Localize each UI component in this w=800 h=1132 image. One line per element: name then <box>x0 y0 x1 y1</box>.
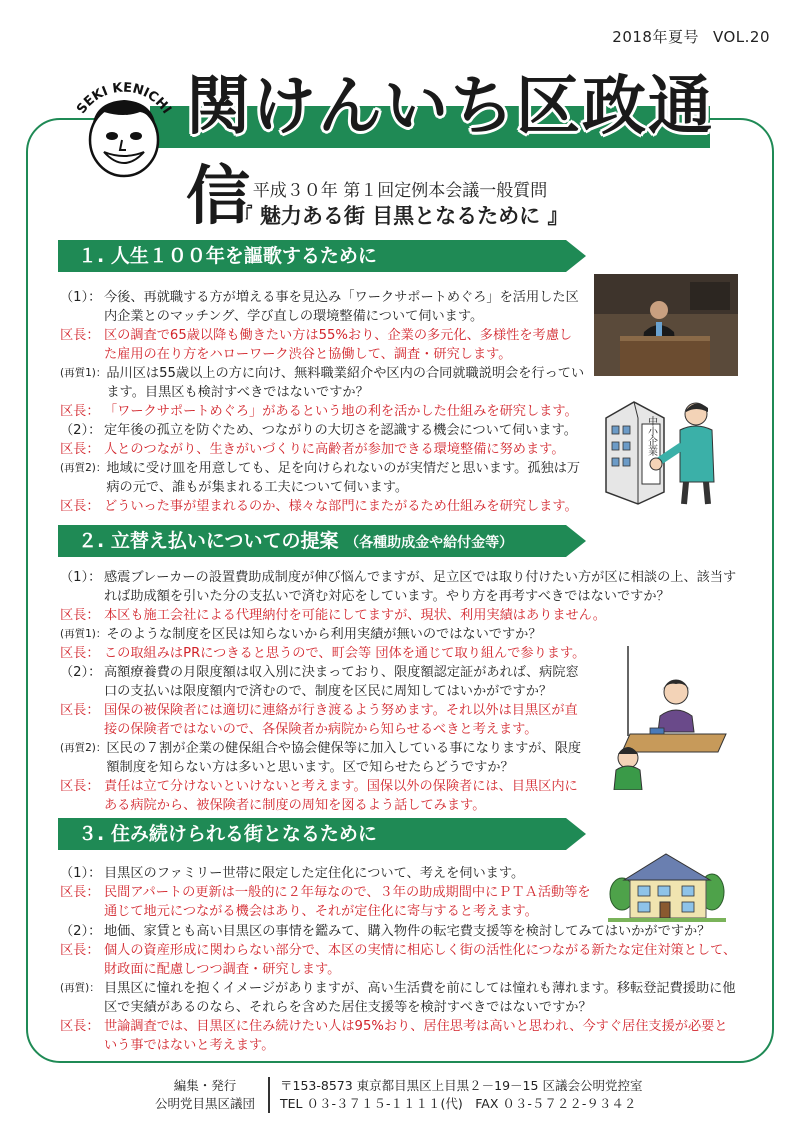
qa-text: 目黒区のファミリー世帯に限定した定住化について、考えを伺います。 <box>104 866 525 881</box>
qa-question <box>60 739 590 777</box>
qa-tag: 区長： <box>60 404 100 419</box>
qa-answer <box>60 1017 740 1055</box>
qa-text: 個人の資産形成に関わらない部分で、本区の実情に相応しく街の活性化につながる新たな定住対策として、財政面に配慮しつつ調査・研究します。 <box>104 943 737 977</box>
qa-text: 民間アパートの更新は一般的に２年毎なので、３年の助成期間中にＰＴＡ活動等を通じて地元につながる機会はあり、それが定住化に寄与すると考えます。 <box>104 885 591 919</box>
qa-tag: (再質1)： <box>60 367 107 379</box>
footer-divider <box>268 1077 270 1113</box>
subtitle-session: 平成３０年 第１回定例本会議一般質問 <box>252 181 548 201</box>
qa-question <box>60 364 585 402</box>
qa-answer <box>60 402 600 421</box>
qa-tag: （2）： <box>60 423 102 438</box>
qa-text: 区の調査で65歳以降も働きたい方は55%おり、企業の多元化、多様性を考慮した雇用の在り方をハローワーク渋谷と協働して、調査・研究します。 <box>104 328 573 362</box>
house-illustration <box>608 848 726 922</box>
qa-answer <box>60 606 740 625</box>
qa-tag: (再質)： <box>60 982 100 994</box>
hospital-counter-illustration <box>598 640 738 790</box>
qa-question <box>60 568 740 606</box>
qa-text: 国保の被保険者には適切に連絡が行き渡るよう努めます。それ以外は目黒区が直接の保険者ではないので、各保険者か病院から知らせるべきと考えます。 <box>104 703 578 737</box>
qa-question <box>60 421 585 440</box>
qa-text: 地価、家賃とも高い目黒区の事情を鑑みて、購入物件の転宅費支援等を検討してみてはいかがですか？ <box>104 924 711 939</box>
qa-text: 地域に受け皿を用意しても、足を向けられないのが実情だと思います。孤独は万病の元で、誰もが集まれる工夫について伺います。 <box>106 461 581 495</box>
subtitle-theme: 『 魅力ある街 目黒となるために 』 <box>231 204 569 228</box>
section-1-title: １. 人生１００年を謳歌するために <box>78 245 377 267</box>
qa-text: 品川区は55歳以上の方に向け、無料職業紹介や区内の合同就職説明会を行っています。目黒区も検討すべきではないですか？ <box>106 366 585 400</box>
footer-label-group: 公明党目黒区議団 <box>154 1096 255 1111</box>
section-3-title: ３. 住み続けられる街となるために <box>78 823 377 845</box>
qa-tag: （2）： <box>60 665 102 680</box>
section-1-heading <box>58 240 566 272</box>
qa-text: 責任は立て分けないといけないと考えます。国保以外の保険者には、目黒区内にある病院から、被保険者に制度の周知を図るよう話してみます。 <box>104 779 578 813</box>
qa-text: 今後、再就職する方が増える事を見込み「ワークサポートめぐろ」を活用した区内企業とのマッチング、学び直しの環境整備について伺います。 <box>104 290 579 324</box>
qa-text: 区民の７割が企業の健保組合や協会健保等に加入している事になりますが、限度額制度を知らない方は多いと思います。区で知らせたらどうですか？ <box>106 741 582 775</box>
qa-answer <box>60 941 740 979</box>
qa-tag: 区長： <box>60 703 100 718</box>
footer-publisher <box>150 1077 260 1113</box>
section-3-qa-top <box>60 864 600 921</box>
footer-phone: TEL ０３-３７１５-１１１１(代) FAX ０３-５７２２-９３４２ <box>280 1096 637 1111</box>
qa-question <box>60 979 740 1017</box>
section-2-heading <box>58 525 566 557</box>
qa-answer <box>60 497 585 516</box>
section-1-qa <box>60 288 585 516</box>
qa-tag: 区長： <box>60 1019 100 1034</box>
qa-question <box>60 864 600 883</box>
qa-question <box>60 288 585 326</box>
qa-text: 目黒区に憧れを抱くイメージがありますが、高い生活費を前にしては憧れも薄れます。移転登記費援助に他区で実績があるのなら、それらを含めた居住支援等を検討すべきではないですか？ <box>104 981 736 1015</box>
issue-label <box>598 26 770 47</box>
section-2-note: （各種助成金や給付金等） <box>345 535 514 551</box>
qa-tag: 区長： <box>60 442 100 457</box>
qa-text: 世論調査では、目黒区に住み続けたい人は95%おり、居住思考は高いと思われ、今すぐ居住支援が必要という事ではないと考えます。 <box>104 1019 728 1053</box>
assembly-photo <box>594 274 738 376</box>
qa-question <box>60 922 740 941</box>
qa-tag: 区長： <box>60 943 100 958</box>
qa-tag: （2）： <box>60 924 102 939</box>
qa-text: 感震ブレーカーの設置費助成制度が伸び悩んでますが、足立区では取り付けたい方が区に相談の上、該当すれば助成額を引いた分の支払いで済む対応をしています。やり方を再考すべきではないですか？ <box>104 570 737 604</box>
qa-tag: 区長： <box>60 328 100 343</box>
qa-tag: （1）： <box>60 570 102 585</box>
section-3-heading <box>58 818 566 850</box>
qa-answer <box>60 440 585 459</box>
qa-tag: (再質2)： <box>60 462 107 474</box>
qa-text: そのような制度を区民は知らないから利用実績が無いのではないですか？ <box>106 627 542 642</box>
qa-tag: 区長： <box>60 608 100 623</box>
qa-question <box>60 663 590 701</box>
qa-tag: 区長： <box>60 779 100 794</box>
sign-char: 中小企業 <box>645 416 657 456</box>
qa-tag: 区長： <box>60 885 100 900</box>
issue-volume: VOL.20 <box>712 28 770 46</box>
issue-season: 2018年夏号 <box>612 28 699 46</box>
qa-text: 定年後の孤立を防ぐため、つながりの大切さを認識する機会について伺います。 <box>104 423 577 438</box>
qa-answer <box>60 326 585 364</box>
footer-contact <box>280 1077 750 1113</box>
qa-tag: 区長： <box>60 499 100 514</box>
qa-answer <box>60 701 590 739</box>
logo-arc-text: SEKI KENICHI <box>74 80 174 117</box>
qa-text: 本区も施工会社による代理納付を可能にしてますが、現状、利用実績はありません。 <box>104 608 606 623</box>
qa-tag: (再質1)： <box>60 628 107 640</box>
qa-tag: 区長： <box>60 646 100 661</box>
qa-text: 人とのつながり、生きがいづくりに高齢者が参加できる環境整備に努めます。 <box>104 442 565 457</box>
footer-label-edit: 編集・発行 <box>173 1078 237 1093</box>
page-title: 関けんいち区政通信 <box>186 70 714 234</box>
qa-tag: (再質2)： <box>60 742 107 754</box>
section-3-qa-bottom <box>60 922 740 1055</box>
qa-answer <box>60 777 590 815</box>
logo-portrait-icon <box>60 52 188 180</box>
qa-tag: （1）： <box>60 866 102 881</box>
qa-question <box>60 459 585 497</box>
qa-answer <box>60 883 600 921</box>
qa-tag: （1）： <box>60 290 102 305</box>
handshake-illustration <box>596 396 736 506</box>
qa-text: 高額療養費の月限度額は収入別に決まっており、限度額認定証があれば、病院窓口の支払いは限度額内で済むので、制度を区民に周知してはいかがですか？ <box>104 665 579 699</box>
qa-text: 「ワークサポートめぐろ」があるという地の利を活かした仕組みを研究します。 <box>104 404 578 419</box>
section-2-title: ２. 立替え払いについての提案 <box>78 530 339 552</box>
footer-address: 〒153-8573 東京都目黒区上目黒２－19－15 区議会公明党控室 <box>280 1078 643 1093</box>
qa-text: この取組みはPRにつきると思うので、町会等 団体を通じて取り組んで参ります。 <box>104 646 586 661</box>
qa-text: どういった事が望まれるのか、様々な部門にまたがるため仕組みを研究します。 <box>104 499 578 514</box>
